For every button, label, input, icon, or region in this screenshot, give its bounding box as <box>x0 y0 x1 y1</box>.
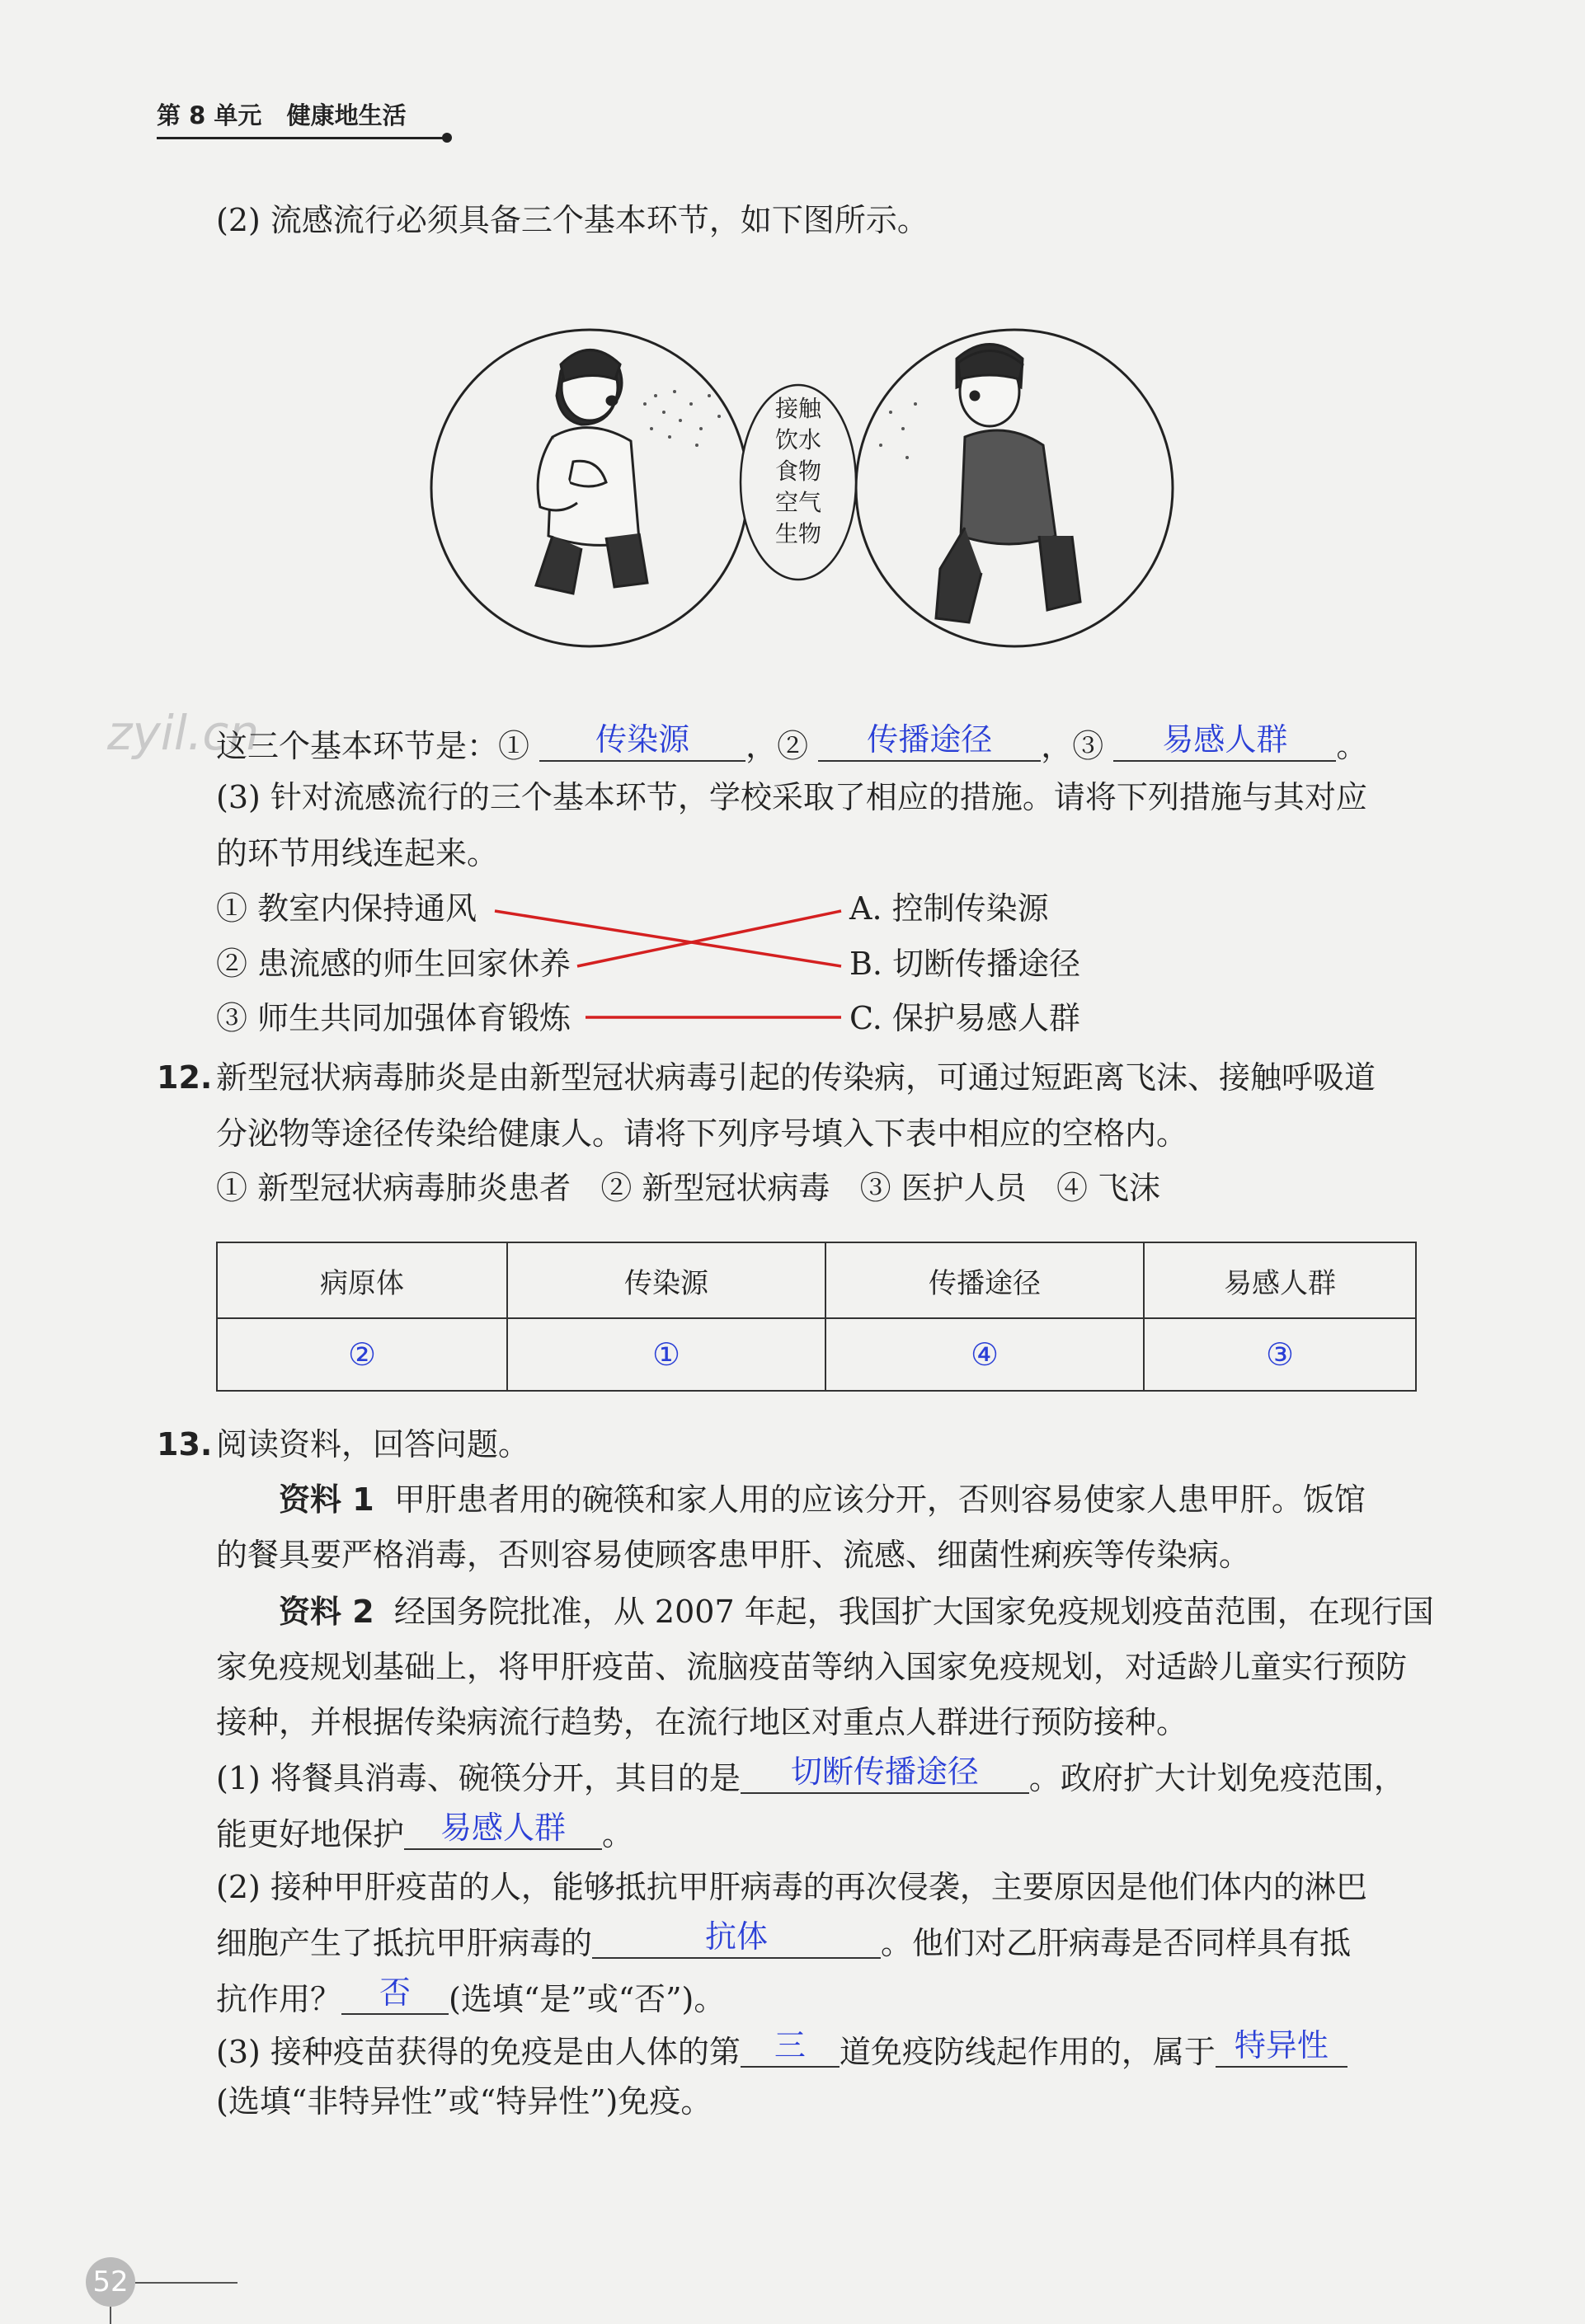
answer-pathogen: ② <box>217 1318 507 1391</box>
p1-text-d: 。 <box>602 1816 634 1852</box>
material-1-line2: 的餐具要严格消毒，否则容易使顾客患甲肝、流感、细菌性痢疾等传染病。 <box>216 1537 1251 1573</box>
q11-links-line <box>216 721 1368 764</box>
measure-3: ③ 师生共同加强体育锻炼 <box>216 1000 571 1036</box>
answer-susceptible: ③ <box>1144 1318 1416 1391</box>
route-label-1: 饮水 <box>774 426 822 453</box>
route-label-2: 食物 <box>774 458 822 485</box>
p2-blank-1 <box>592 1918 881 1959</box>
links-prefix: 这三个基本环节是：① <box>216 728 530 764</box>
p2-text-c: 抗作用？ <box>216 1981 342 2017</box>
answer-1: 传染源 <box>595 721 690 758</box>
q12-table <box>216 1242 1417 1392</box>
links-sep-2: ，② <box>745 728 809 764</box>
p2-blank-2 <box>341 1974 449 2015</box>
material-2-label: 资料 2 <box>279 1594 374 1630</box>
p1-answer-1: 切断传播途径 <box>790 1754 979 1790</box>
q13-part2-line2 <box>216 1918 1352 1961</box>
header-susceptible: 易感人群 <box>1144 1242 1416 1318</box>
q12-line2: 分泌物等途径传染给健康人。请将下列序号填入下表中相应的空格内。 <box>216 1115 1188 1152</box>
footer-tick <box>110 2307 111 2324</box>
p2-text-a: 细胞产生了抵抗甲肝病毒的 <box>216 1925 593 1961</box>
table-answer-row <box>217 1318 1416 1391</box>
coughing-person-illustration <box>536 350 647 594</box>
q11-part3-line1: (3) 针对流感流行的三个基本环节，学校采取了相应的措施。请将下列措施与其对应 <box>216 779 1367 815</box>
footer-rule <box>135 2282 238 2284</box>
answer-3: 易感人群 <box>1162 721 1288 758</box>
route-label-4: 生物 <box>774 520 822 547</box>
p1-text-c: 能更好地保护 <box>216 1816 405 1852</box>
q13-intro: 阅读资料，回答问题。 <box>216 1426 530 1462</box>
material-2-line3: 接种，并根据传染病流行趋势，在流行地区对重点人群进行预防接种。 <box>216 1704 1188 1740</box>
material-1-label: 资料 1 <box>279 1481 374 1518</box>
answer-blank-1 <box>539 721 745 762</box>
q13-part1-line1 <box>216 1756 1405 1794</box>
answer-source: ① <box>507 1318 825 1391</box>
q13-number: 13. <box>157 1426 213 1462</box>
p3-text-b: 道免疫防线起作用的，属于 <box>839 2034 1216 2070</box>
p3-blank-2 <box>1216 2027 1347 2068</box>
p1-blank-1 <box>741 1756 1029 1794</box>
unit-number: 第 8 单元 <box>157 101 262 129</box>
material-2-line1 <box>279 1594 1434 1630</box>
p2-answer-2: 否 <box>379 1974 412 2011</box>
p1-blank-2 <box>404 1812 602 1850</box>
q12-options: ① 新型冠状病毒肺炎患者 ② 新型冠状病毒 ③ 医护人员 ④ 飞沫 <box>216 1170 1161 1206</box>
answer-2: 传播途径 <box>867 721 993 758</box>
flu-transmission-figure <box>429 313 1188 660</box>
q13-part2-line1: (2) 接种甲肝疫苗的人，能够抵抗甲肝病毒的再次侵袭，主要原因是他们体内的淋巴 <box>216 1869 1367 1905</box>
route-label-3: 空气 <box>774 489 822 516</box>
p2-text-b: 。他们对乙肝病毒是否同样具有抵 <box>881 1925 1352 1961</box>
links-end: 。 <box>1336 728 1368 764</box>
p3-text-a: (3) 接种疫苗获得的免疫是由人体的第 <box>216 2034 741 2070</box>
header-source: 传染源 <box>507 1242 825 1318</box>
p2-text-d: (选填“是”或“否”)。 <box>449 1981 726 2017</box>
header-rule <box>157 137 445 139</box>
p1-answer-2: 易感人群 <box>440 1810 567 1846</box>
material-1-line1 <box>279 1481 1366 1518</box>
q12-line1: 新型冠状病毒肺炎是由新型冠状病毒引起的传染病，可通过短距离飞沫、接触呼吸道 <box>216 1059 1376 1096</box>
q11-part2-text: (2) 流感流行必须具备三个基本环节，如下图所示。 <box>216 202 929 238</box>
p2-answer-1: 抗体 <box>705 1918 769 1955</box>
measure-1: ① 教室内保持通风 <box>216 890 477 927</box>
p3-blank-1 <box>741 2027 840 2068</box>
q13-part3-line1 <box>216 2027 1347 2070</box>
header-rule-dot <box>442 133 452 143</box>
page-number: 52 <box>86 2257 135 2307</box>
header-route: 传播途径 <box>825 1242 1144 1318</box>
table-header-row <box>217 1242 1416 1318</box>
p1-text-a: (1) 将餐具消毒、碗筷分开，其目的是 <box>216 1760 741 1796</box>
link-b: B. 切断传播途径 <box>849 946 1081 982</box>
p3-answer-2: 特异性 <box>1234 2027 1329 2063</box>
material-1-text: 甲肝患者用的碗筷和家人用的应该分开，否则容易使家人患甲肝。饭馆 <box>393 1481 1366 1518</box>
material-2-line2: 家免疫规划基础上，将甲肝疫苗、流脑疫苗等纳入国家免疫规划，对适龄儿童实行预防 <box>216 1649 1408 1685</box>
unit-title: 健康地生活 <box>286 101 407 129</box>
links-sep-3: ，③ <box>1041 728 1104 764</box>
q12-number: 12. <box>157 1059 213 1096</box>
q13-part1-line2 <box>216 1812 633 1850</box>
answer-blank-2 <box>818 721 1041 762</box>
material-2-text: 经国务院批准，从 2007 年起，我国扩大国家免疫规划疫苗范围，在现行国 <box>393 1594 1434 1630</box>
q11-part3-line2: 的环节用线连起来。 <box>216 835 499 871</box>
match-line-1-to-b <box>495 911 841 966</box>
q13-part3-line2: (选填“非特异性”或“特异性”)免疫。 <box>216 2083 713 2120</box>
p1-text-b: 。政府扩大计划免疫范围， <box>1028 1760 1405 1796</box>
link-a: A. 控制传染源 <box>849 890 1049 927</box>
answer-route: ④ <box>825 1318 1144 1391</box>
route-label-0: 接触 <box>774 395 822 422</box>
q13-part2-line3 <box>216 1974 726 2017</box>
p3-answer-1: 三 <box>774 2027 806 2063</box>
susceptible-person-illustration <box>936 345 1080 623</box>
link-c: C. 保护易感人群 <box>849 1000 1080 1036</box>
measure-2: ② 患流感的师生回家休养 <box>216 946 571 982</box>
match-line-2-to-a <box>577 911 841 966</box>
header-pathogen: 病原体 <box>217 1242 507 1318</box>
watermark: zyil.cn <box>107 705 260 761</box>
matching-lines <box>478 899 858 1031</box>
unit-header <box>157 97 407 131</box>
answer-blank-3 <box>1113 721 1336 762</box>
